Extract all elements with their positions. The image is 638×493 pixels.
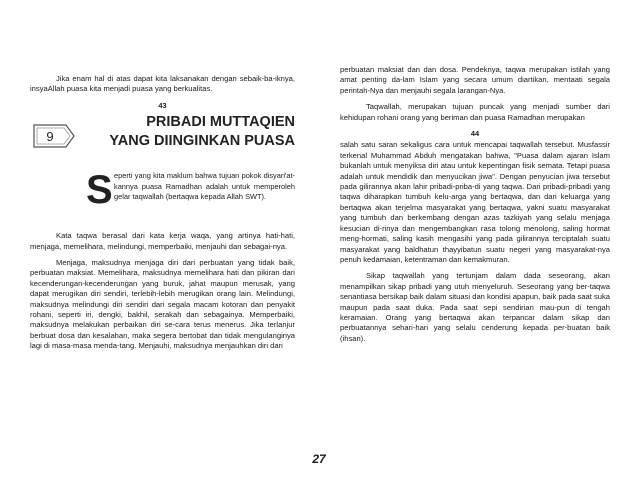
chapter-number: 9 <box>46 129 54 145</box>
chapter-heading <box>30 113 295 165</box>
salah-satu-paragraph: salah satu saran sekaligus cara untuk mencapai taqwallah tersebut. Musfassir terkenal Muhammad Abduh mengatakan bahwa, "Puasa dalam ajaran Islam bukanlah untuk menyiksa diri atau untuk kepentingan fisik semata. Tetapi puasa adalah untuk mendidik dan menyucikan jiwa". Dengan penyucian jiwa tersebut pada gilirannya akan lahir pribadi-priba-di yang taqwa. Dari pribadi-pribadi yang taqwa diharapkan tumbuh kelu-arga yang bertaqwa, dan dari keluarga yang bertaqwa akan terjelma masyarakat yang bertaqwa, yakni suatu masyarakat yang tumbuh dan berkembang dengan azas tazkiyah yang selalu menjaga kesucian di-rinya dan mengembangkan rasa tolong menolong, saling hormat meng-hormati, saling kasih mengasihi yang pada gilirannya terciptalah suatu masyarakat yang baldhatun thayyibatun suatu negeri yang masyarakat-nya penuh kedamaian, ketentraman dan kemakmuran. <box>340 140 610 264</box>
continued-paragraph: perbuatan maksiat dan dan dosa. Pendeknya, taqwa merupakan istilah yang amat penting da-lam Islam yang secara umum diartikan, mentaati segala perintah-Nya dan menjauhi segala larangan-Nya. <box>340 65 610 95</box>
taqwallah-paragraph: Taqwallah, merupakan tujuan puncak yang menjadi sumber dari kehidupan rohani orang yang beriman dan puasa Ramadhan merupakan <box>340 102 610 122</box>
page-marker-43: 43 <box>158 100 167 110</box>
chapter-number-badge <box>32 123 76 149</box>
opening-text: eperti yang kita maklum bahwa tujuan pokok disyari'at-kannya puasa Ramadhan adalah untuk memperoleh gelar taqwallah (bertaqwa kepada Allah SWT). <box>114 171 295 202</box>
page-number: 27 <box>312 452 326 466</box>
sikap-paragraph: Sikap taqwallah yang tertunjam dalam dada seseorang, akan menampilkan sikap pribadi yang utuh menyeluruh. Seseorang yang ber-taqwa senantiasa bersikap baik dalam situasi dan kondisi apapun, baik pada saat suka maupun pada saat duka. Pada saat sepi sendirian mau-pun di tengah keramaian. Orang yang bertaqwa akan terpancar dalam sikap dan perbuatannya sehari-hari yang selalu cenderung kepada per-buatan baik (ihsan). <box>340 271 610 343</box>
left-column <box>30 74 295 358</box>
right-column <box>340 65 610 350</box>
page-marker-44: 44 <box>470 129 480 139</box>
menjaga-paragraph: Menjaga, maksudnya menjaga diri dari perbuatan yang tidak baik, perbuatan maksiat. Memelihara, maksudnya memelihara hati dan pikiran dari kecenderungan-kecenderungan yang buruk, jahat maupun merusak, yang dapat merugikan diri sendiri, terlebih-lebih merugikan orang lain. Melindungi, maksudnya melindungi diri sendiri dari segala macam kotoran dan penyakit rohani, seperti iri, dengki, bakhil, serakah dan sebagainya. Memperbaiki, maksudnya melakukan perbaikan diri se-cara terus menerus. Jika terlanjur berbuat dosa dan kesalahan, maka segera bertobat dan tidak mengulanginya lagi di masa-masa menda-tang. Menjauhi, maksudnya menjauhkan diri dari <box>30 258 295 351</box>
opening-paragraph <box>86 168 295 223</box>
drop-cap: S <box>86 168 113 213</box>
taqwa-definition-paragraph: Kata taqwa berasal dari kata kerja waqa, yang artinya hati-hati, menjaga, memelihara, melindungi, memperbaiki, menjauhi dan sebagai-nya. <box>30 231 295 251</box>
intro-paragraph: Jika enam hal di atas dapat kita laksanakan dengan sebaik-ba-iknya, insyaAllah puasa kita menjadi puasa yang berkualitas. <box>30 74 295 94</box>
chapter-title <box>95 113 295 151</box>
chapter-title-line2: YANG DIINGINKAN PUASA <box>109 133 295 150</box>
chapter-title-line1: PRIBADI MUTTAQIEN <box>146 114 295 131</box>
